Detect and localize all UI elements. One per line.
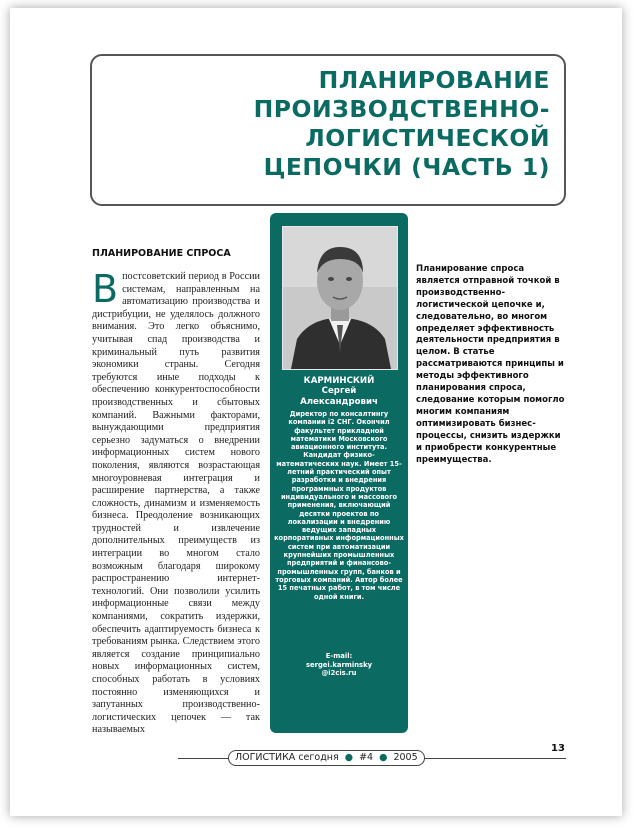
footer-bar [178,748,566,768]
issue-number: #4 [359,752,374,763]
title-line: ЦЕПОЧКИ (ЧАСТЬ 1) [263,153,550,181]
email-label: E-mail: [325,652,353,660]
author-bio: Директор по консалтингу компании i2 СНГ. Окончил факультет прикладной математики Московского авиационного института. Кандидат физико-математических наук. Имеет 15-летний практический опыт разработки и внедрения программных продуктов индивидуального и массового применения, включающий десятки проектов по локализации и внедрению ведущих западных корпоративных информационных систем при автоматизации крупнейших промышленных предприятий и финансово-промышленных групп, банков и торговых компаний. Автор более 15 печатных работ, в том числе одной книги. [274,410,404,601]
title-line: ПРОИЗВОДСТВЕННО- [253,95,550,123]
title-line: ПЛАНИРОВАНИЕ [318,66,550,94]
author-name [270,376,408,407]
article-title [254,66,550,182]
email-line[interactable]: @i2cis.ru [321,669,357,678]
magazine-page [10,8,622,816]
author-bio-panel [270,213,408,733]
right-column [416,264,566,466]
title-line: ЛОГИСТИЧЕСКОЙ [305,124,550,152]
body-paragraph [92,267,260,737]
bullet-icon: ● [344,752,354,763]
section-heading: ПЛАНИРОВАНИЕ СПРОСА [92,248,231,259]
drop-cap: В [92,267,119,311]
author-first-name: Сергей [321,386,357,397]
issue-year: 2005 [393,752,418,763]
title-frame [90,54,566,206]
left-column [92,248,260,737]
author-surname: КАРМИНСКИЙ [303,376,375,386]
magazine-name: ЛОГИСТИКА сегодня [235,752,339,763]
bullet-icon: ● [379,752,388,763]
author-patronymic: Александрович [300,396,378,407]
page-number: 13 [551,743,565,754]
body-text: постсоветский период в России системам, направленным на автоматизацию производства и дистрибуции, не уделялось должного внимания. Это легко объяснимо, учитывая спад производства и криминальный путь развития экономики страны. Сегодня требуются иные подходы к обеспечению конкурентоспособности производственных и сбытовых компаний. Важными факторами, вынуждающими предприятия серьезно задуматься о внедрении информационных систем нового поколения, являются возрастающая многоуровневая интеграция и расширение партнерства, а также сложность, динамизм и изменяемость бизнеса. Преодоление возникающих трудностей и извлечение дополнительных преимуществ из интеграции во многом стало возможным благодаря широкому распространению интернет-технологий. Они позволили усилить информационные связи между компаниями, сократить издержки, обеспечить адаптируемость бизнеса к требованиям рынка. Следствием этого является создание принципиально новых информационных систем, способных работать в условиях постоянно изменяющихся и запутанных производственно-логистических цепочек — так называемых [92,271,260,736]
author-portrait-icon [283,227,397,369]
email-line[interactable]: sergei.karminsky [305,660,373,669]
lead-paragraph: Планирование спроса является отправной точкой в производственно-логистической цепочке и, следовательно, во многом определяет эффективность деятельности предприятия в целом. В статье рассматриваются принципы и методы эффективного планирования спроса, следование которым помогло многим компаниям оптимизировать бизнес-процессы, снизить издержки и приобрести конкурентные преимущества. [416,264,565,465]
author-email [270,652,408,678]
footer-label [228,750,425,766]
author-photo [282,226,398,370]
